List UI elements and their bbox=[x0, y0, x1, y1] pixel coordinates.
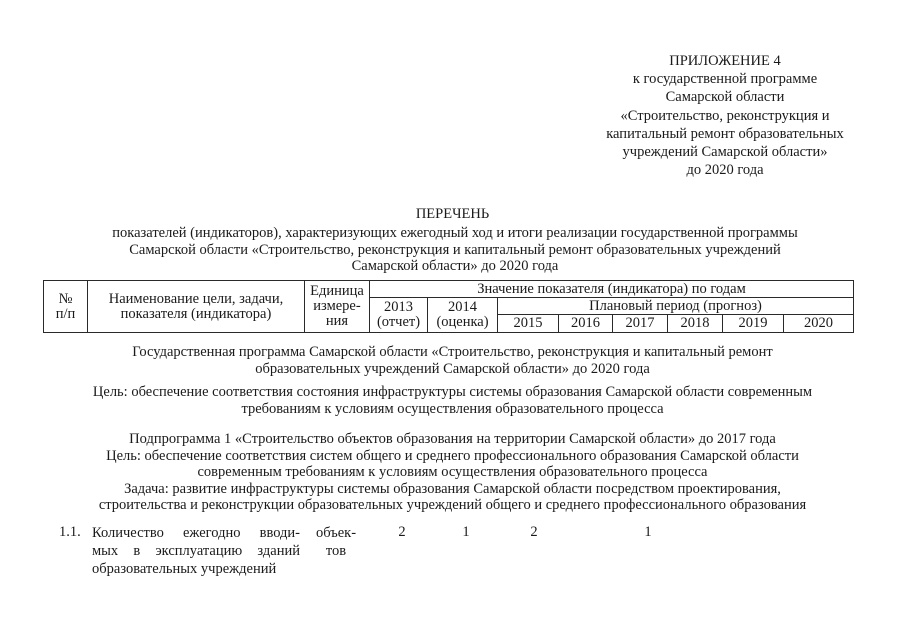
header-year-2020: 2020 bbox=[784, 315, 854, 333]
row-unit-line: объек- bbox=[315, 525, 357, 541]
program-goal bbox=[40, 384, 865, 417]
appendix-line: Самарской области bbox=[665, 89, 785, 106]
row-name-line: мых в эксплуатацию зданий bbox=[92, 543, 300, 559]
program-title bbox=[40, 344, 865, 377]
header-values-title: Значение показателя (индикатора) по годам bbox=[370, 281, 854, 298]
appendix-line: учреждений Самарской области» bbox=[622, 144, 828, 161]
header-year-2015: 2015 bbox=[498, 315, 559, 333]
header-unit: Единица измере- ния bbox=[305, 281, 370, 333]
row-name-line: Количество ежегодно вводи- bbox=[92, 525, 300, 541]
value-2013: 2 bbox=[398, 524, 406, 540]
header-year-2018: 2018 bbox=[668, 315, 723, 333]
program-goal-line: Цель: обеспечение соответствия состояния инфраструктуры системы образования Самарской области современным bbox=[92, 384, 813, 400]
row-name-line: образовательных учреждений bbox=[92, 561, 277, 577]
subprogram-title: Подпрограмма 1 «Строительство объектов образования на территории Самарской области» до 2017 года bbox=[129, 431, 776, 447]
appendix-header bbox=[560, 52, 890, 179]
subprogram-block bbox=[40, 431, 865, 514]
value-2014: 1 bbox=[462, 524, 470, 540]
header-year-2019: 2019 bbox=[723, 315, 784, 333]
subtitle-line: показателей (индикаторов), характеризующих ежегодный ход и итоги реализации государственной программы bbox=[112, 225, 798, 241]
document-title: ПЕРЕЧЕНЬ bbox=[415, 206, 490, 222]
appendix-title: ПРИЛОЖЕНИЕ 4 bbox=[669, 53, 781, 69]
header-year-2016: 2016 bbox=[559, 315, 613, 333]
header-plan-title: Плановый период (прогноз) bbox=[498, 298, 854, 315]
header-name: Наименование цели, задачи, показателя (индикатора) bbox=[88, 281, 305, 333]
appendix-line: капитальный ремонт образовательных bbox=[606, 125, 844, 142]
header-num: № п/п bbox=[44, 281, 88, 333]
program-title-line: образовательных учреждений Самарской области» до 2020 года bbox=[255, 360, 650, 377]
row-number: 1.1. bbox=[59, 524, 81, 540]
subtitle-line: Самарской области «Строительство, реконструкция и капитальный ремонт образовательных учреждений bbox=[129, 241, 781, 258]
value-2015: 2 bbox=[530, 524, 538, 540]
subprogram-goal-line: современным требованиям к условиям осуществления образовательного процесса bbox=[197, 464, 708, 480]
subprogram-task-line: Задача: развитие инфраструктуры системы образования Самарской области посредством проектирования, bbox=[124, 480, 781, 497]
header-year-2014: 2014 (оценка) bbox=[428, 298, 498, 333]
row-unit-line: тов bbox=[325, 543, 347, 559]
appendix-line: до 2020 года bbox=[686, 162, 764, 179]
program-title-line: Государственная программа Самарской области «Строительство, реконструкция и капитальный ремонт bbox=[132, 344, 773, 360]
subprogram-task-line: строительства и реконструкции образовательных учреждений общего и среднего профессионального образования bbox=[98, 497, 807, 513]
appendix-line: к государственной программе bbox=[632, 71, 818, 88]
row-unit bbox=[308, 524, 364, 560]
document-subtitle bbox=[60, 225, 850, 275]
indicator-table-header bbox=[43, 280, 854, 333]
header-year-2013: 2013 (отчет) bbox=[370, 298, 428, 333]
header-year-2017: 2017 bbox=[613, 315, 668, 333]
program-goal-line: требованиям к условиям осуществления образовательного процесса bbox=[241, 400, 664, 417]
subtitle-line: Самарской области» до 2020 года bbox=[351, 258, 559, 274]
value-2017: 1 bbox=[644, 524, 652, 540]
subprogram-goal-line: Цель: обеспечение соответствия систем общего и среднего профессионального образования Самарской области bbox=[106, 447, 799, 464]
row-indicator-name bbox=[92, 524, 300, 578]
appendix-line: «Строительство, реконструкция и bbox=[620, 107, 830, 124]
